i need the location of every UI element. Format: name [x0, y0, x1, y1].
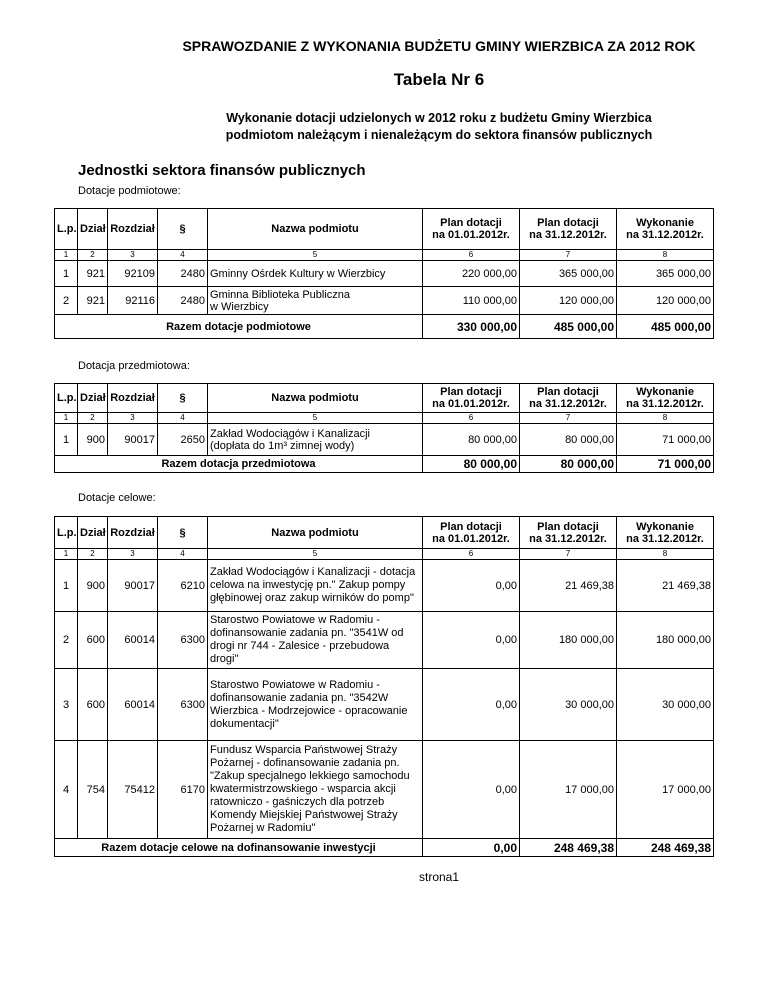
cell-paragraf: 6210	[158, 560, 208, 612]
header-row	[55, 209, 714, 250]
total-label: Razem dotacje celowe na dofinansowanie inwestycji	[55, 839, 423, 857]
header-plan2-line1: Plan dotacji	[537, 217, 599, 229]
header-rozdzial: Rozdział	[108, 384, 158, 413]
total-row	[55, 315, 714, 339]
cell-paragraf: 2650	[158, 424, 208, 456]
header-rozdzial: Rozdział	[108, 517, 158, 549]
header-wyk-line1: Wykonanie	[636, 217, 694, 229]
cell-dzial: 921	[78, 287, 108, 315]
header-dzial: Dział	[78, 209, 108, 250]
cell-lp: 4	[55, 741, 78, 839]
cell-nazwa	[208, 287, 423, 315]
header-plan2	[520, 517, 617, 549]
page-label: strona1	[418, 870, 460, 884]
total-label: Razem dotacja przedmiotowa	[55, 456, 423, 473]
col-num: 8	[617, 250, 714, 261]
column-number-row	[55, 413, 714, 424]
col-num: 1	[55, 250, 78, 261]
cell-nazwa-line1: Zakład Wodociągów i Kanalizacji	[210, 427, 370, 440]
cell-dzial: 600	[78, 612, 108, 669]
cell-dzial: 900	[78, 424, 108, 456]
cell-paragraf: 2480	[158, 261, 208, 287]
label-przedmiotowa: Dotacja przedmiotowa:	[78, 360, 190, 372]
col-num: 7	[520, 413, 617, 424]
header-dzial: Dział	[78, 384, 108, 413]
col-num: 7	[520, 250, 617, 261]
cell-rozdzial: 90017	[108, 560, 158, 612]
cell-nazwa-line1: Gminna Biblioteka Publiczna	[210, 288, 351, 301]
cell-paragraf: 6300	[158, 669, 208, 741]
header-plan1-line1: Plan dotacji	[440, 520, 502, 533]
col-num: 1	[55, 413, 78, 424]
table-row	[55, 560, 714, 612]
header-rozdzial: Rozdział	[108, 209, 158, 250]
cell-plan1: 110 000,00	[423, 287, 520, 315]
cell-paragraf: 6300	[158, 612, 208, 669]
cell-nazwa: Starostwo Powiatowe w Radomiu - dofinansowanie zadania pn. "3542W Wierzbica - Modrzejowice - opracowanie dokumentacji"	[208, 669, 423, 741]
cell-lp: 1	[55, 560, 78, 612]
label-podmiotowe: Dotacje podmiotowe:	[78, 185, 181, 197]
total-row	[55, 456, 714, 473]
cell-lp: 3	[55, 669, 78, 741]
cell-plan1: 0,00	[423, 560, 520, 612]
header-wykonanie	[617, 517, 714, 549]
cell-nazwa: Starostwo Powiatowe w Radomiu - dofinansowanie zadania pn. "3541W od drogi nr 744 - Zalesice - przebudowa drogi"	[208, 612, 423, 669]
cell-plan2: 30 000,00	[520, 669, 617, 741]
cell-dzial: 754	[78, 741, 108, 839]
header-plan2-line2: na 31.12.2012r.	[529, 398, 607, 410]
table-row	[55, 261, 714, 287]
header-wyk-line2: na 31.12.2012r.	[626, 532, 704, 545]
header-plan2	[520, 384, 617, 413]
table-podmiotowe	[54, 208, 714, 339]
header-lp: L.p.	[55, 384, 78, 413]
cell-paragraf: 6170	[158, 741, 208, 839]
cell-plan1: 220 000,00	[423, 261, 520, 287]
header-wyk-line2: na 31.12.2012r.	[626, 229, 704, 241]
col-num: 1	[55, 549, 78, 560]
subtitle-line-1: Wykonanie dotacji udzielonych w 2012 roku z budżetu Gminy Wierzbica	[226, 111, 652, 125]
report-subtitle	[0, 110, 768, 144]
total-wykonanie: 248 469,38	[617, 839, 714, 857]
col-num: 5	[208, 250, 423, 261]
total-plan2: 248 469,38	[520, 839, 617, 857]
header-paragraf: §	[158, 209, 208, 250]
cell-lp: 1	[55, 261, 78, 287]
cell-plan1: 0,00	[423, 669, 520, 741]
cell-plan2: 120 000,00	[520, 287, 617, 315]
header-wyk-line1: Wykonanie	[636, 520, 694, 533]
header-plan1	[423, 209, 520, 250]
cell-dzial: 900	[78, 560, 108, 612]
cell-nazwa: Gminny Ośrdek Kultury w Wierzbicy	[208, 261, 423, 287]
header-plan1-line1: Plan dotacji	[440, 386, 502, 398]
column-number-row	[55, 250, 714, 261]
total-row	[55, 839, 714, 857]
header-paragraf: §	[158, 384, 208, 413]
cell-plan2: 80 000,00	[520, 424, 617, 456]
header-lp: L.p.	[55, 209, 78, 250]
cell-dzial: 600	[78, 669, 108, 741]
cell-wykonanie: 21 469,38	[617, 560, 714, 612]
total-wykonanie: 485 000,00	[617, 315, 714, 339]
table-row	[55, 424, 714, 456]
header-plan2	[520, 209, 617, 250]
header-plan1	[423, 384, 520, 413]
cell-wykonanie: 120 000,00	[617, 287, 714, 315]
total-plan1: 0,00	[423, 839, 520, 857]
cell-lp: 2	[55, 287, 78, 315]
header-plan1-line1: Plan dotacji	[440, 217, 502, 229]
cell-rozdzial: 90017	[108, 424, 158, 456]
header-wykonanie	[617, 384, 714, 413]
col-num: 7	[520, 549, 617, 560]
cell-nazwa: Zakład Wodociągów i Kanalizacji - dotacja celowa na inwestycję pn." Zakup pompy głębinowej oraz zakup wirników do pomp"	[208, 560, 423, 612]
cell-wykonanie: 180 000,00	[617, 612, 714, 669]
cell-plan1: 0,00	[423, 612, 520, 669]
header-wyk-line1: Wykonanie	[636, 386, 694, 398]
cell-plan2: 21 469,38	[520, 560, 617, 612]
cell-nazwa-line2: w Wierzbicy	[210, 300, 269, 313]
column-number-row	[55, 549, 714, 560]
total-label: Razem dotacje podmiotowe	[55, 315, 423, 339]
cell-wykonanie: 365 000,00	[617, 261, 714, 287]
table-row	[55, 741, 714, 839]
header-wyk-line2: na 31.12.2012r.	[626, 398, 704, 410]
header-lp: L.p.	[55, 517, 78, 549]
total-plan2: 485 000,00	[520, 315, 617, 339]
col-num: 6	[423, 549, 520, 560]
header-plan1-line2: na 01.01.2012r.	[432, 229, 510, 241]
cell-wykonanie: 17 000,00	[617, 741, 714, 839]
subtitle-line-2: podmiotom należącym i nienależącym do sektora finansów publicznych	[225, 128, 653, 142]
cell-plan2: 17 000,00	[520, 741, 617, 839]
header-row	[55, 384, 714, 413]
header-wykonanie	[617, 209, 714, 250]
col-num: 4	[158, 549, 208, 560]
cell-rozdzial: 92109	[108, 261, 158, 287]
col-num: 3	[108, 250, 158, 261]
header-plan1-line2: na 01.01.2012r.	[432, 532, 510, 545]
header-row	[55, 517, 714, 549]
label-celowe: Dotacje celowe:	[78, 492, 156, 504]
table-przedmiotowa	[54, 383, 714, 473]
col-num: 2	[78, 250, 108, 261]
col-num: 3	[108, 549, 158, 560]
section-title: Jednostki sektora finansów publicznych	[78, 162, 366, 179]
cell-paragraf: 2480	[158, 287, 208, 315]
cell-nazwa: Fundusz Wsparcia Państwowej Straży Pożarnej - dofinansowanie zadania pn. "Zakup specjalnego lekkiego samochodu kwatermistrzowskiego - wsparcia akcji ratowniczo - gaśniczych dla potrzeb Komendy Miejskiej Państwowej Straży Pożarnej w Radomiu"	[208, 741, 423, 839]
cell-rozdzial: 60014	[108, 669, 158, 741]
col-num: 3	[108, 413, 158, 424]
cell-plan2: 365 000,00	[520, 261, 617, 287]
cell-lp: 1	[55, 424, 78, 456]
cell-rozdzial: 75412	[108, 741, 158, 839]
header-plan2-line1: Plan dotacji	[537, 520, 599, 533]
col-num: 8	[617, 413, 714, 424]
col-num: 2	[78, 549, 108, 560]
cell-dzial: 921	[78, 261, 108, 287]
col-num: 5	[208, 413, 423, 424]
col-num: 6	[423, 413, 520, 424]
header-nazwa: Nazwa podmiotu	[208, 517, 423, 549]
header-plan2-line1: Plan dotacji	[537, 386, 599, 398]
cell-wykonanie: 71 000,00	[617, 424, 714, 456]
header-nazwa: Nazwa podmiotu	[208, 384, 423, 413]
header-plan2-line2: na 31.12.2012r.	[529, 532, 607, 545]
cell-rozdzial: 92116	[108, 287, 158, 315]
cell-nazwa	[208, 424, 423, 456]
col-num: 4	[158, 413, 208, 424]
cell-plan2: 180 000,00	[520, 612, 617, 669]
header-nazwa: Nazwa podmiotu	[208, 209, 423, 250]
cell-rozdzial: 60014	[108, 612, 158, 669]
report-title: SPRAWOZDANIE Z WYKONANIA BUDŻETU GMINY WIERZBICA ZA 2012 ROK	[182, 38, 696, 54]
cell-plan1: 80 000,00	[423, 424, 520, 456]
table-celowe	[54, 516, 714, 857]
total-wykonanie: 71 000,00	[617, 456, 714, 473]
header-plan1-line2: na 01.01.2012r.	[432, 398, 510, 410]
col-num: 4	[158, 250, 208, 261]
col-num: 6	[423, 250, 520, 261]
table-row	[55, 287, 714, 315]
col-num: 5	[208, 549, 423, 560]
col-num: 8	[617, 549, 714, 560]
table-row	[55, 669, 714, 741]
header-plan2-line2: na 31.12.2012r.	[529, 229, 607, 241]
total-plan1: 80 000,00	[423, 456, 520, 473]
cell-wykonanie: 30 000,00	[617, 669, 714, 741]
total-plan1: 330 000,00	[423, 315, 520, 339]
header-dzial: Dział	[78, 517, 108, 549]
header-plan1	[423, 517, 520, 549]
total-plan2: 80 000,00	[520, 456, 617, 473]
table-number: Tabela Nr 6	[393, 70, 485, 89]
header-paragraf: §	[158, 517, 208, 549]
cell-lp: 2	[55, 612, 78, 669]
cell-plan1: 0,00	[423, 741, 520, 839]
col-num: 2	[78, 413, 108, 424]
table-row	[55, 612, 714, 669]
cell-nazwa-line2: (dopłata do 1m³ zimnej wody)	[210, 439, 355, 452]
